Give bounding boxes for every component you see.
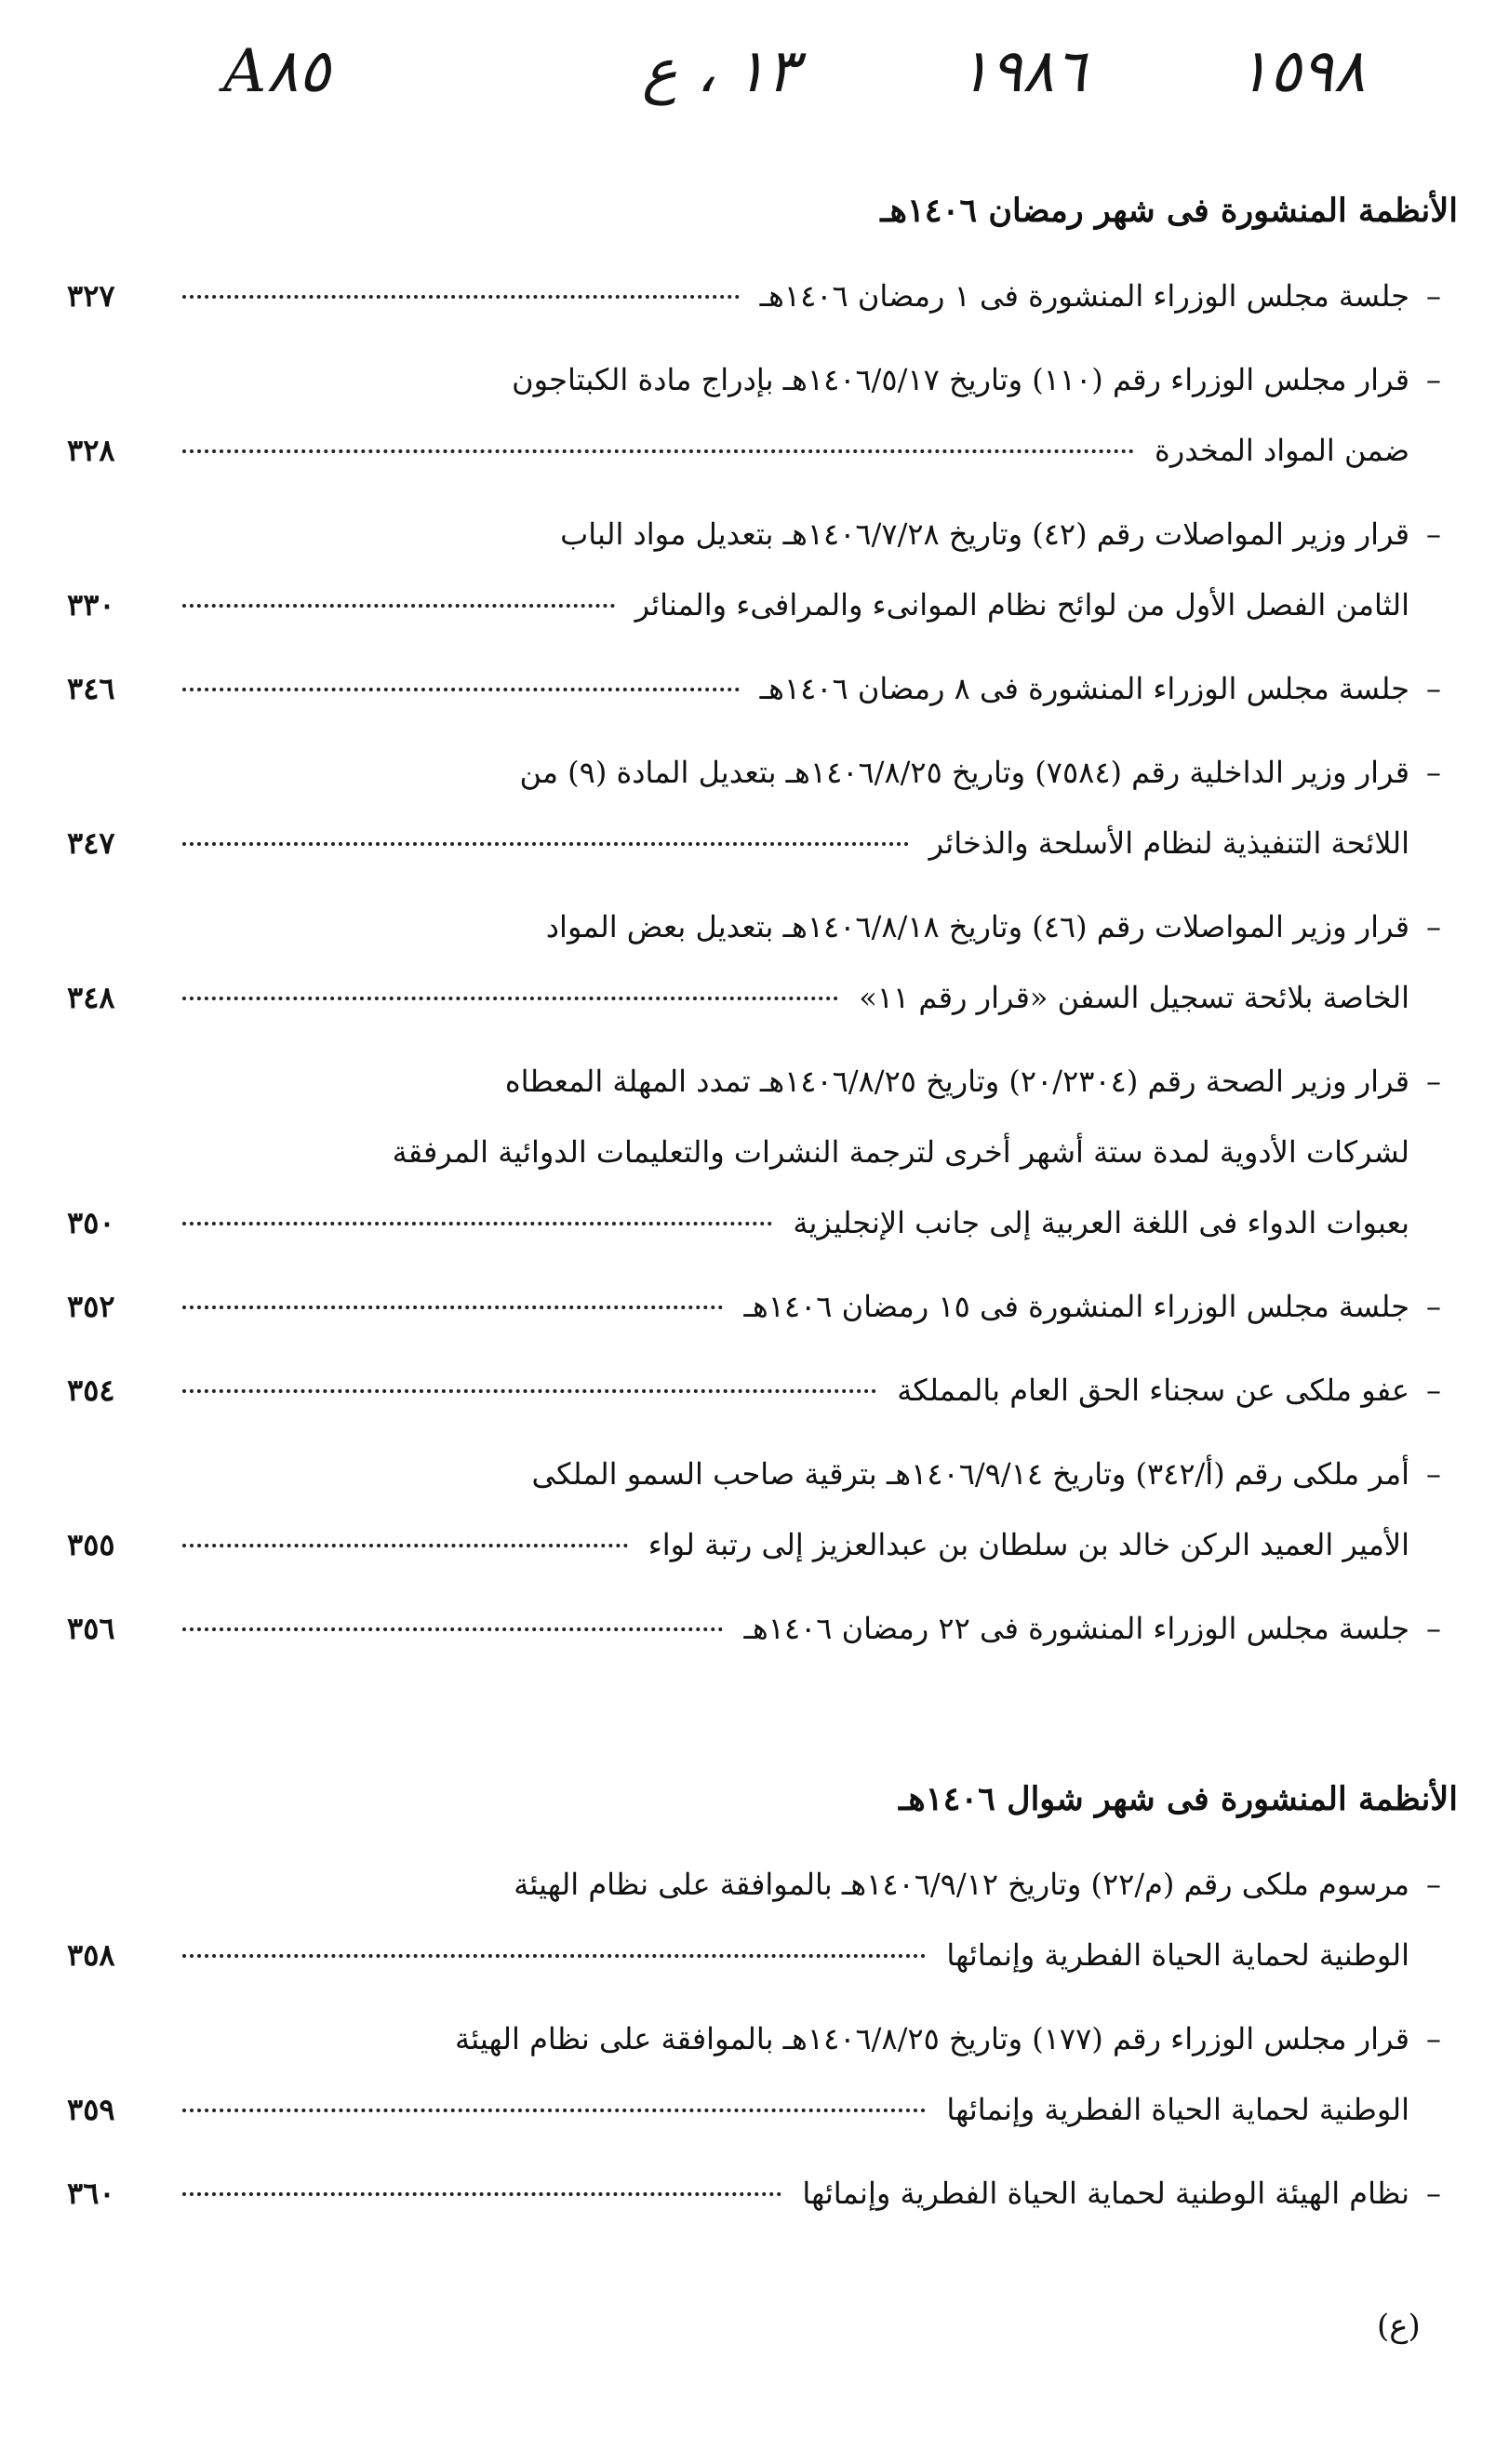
entry-dash: – [1426,1064,1441,1099]
entry-text: الثامن الفصل الأول من لوائح نظام الموانىء والمرافىء والمنائر [634,587,1409,623]
dot-leader [182,604,615,608]
dot-leader [182,2192,781,2196]
toc-entry [67,1046,1458,1258]
page-number: ٣٢٧ [67,278,115,314]
entry-text: قرار وزير المواصلات رقم (٤٢) وتاريخ ١٤٠٦/٧/٢٨هـ بتعديل مواد الباب [560,516,1409,552]
toc-entry [67,1849,1458,1990]
entry-text: اللائحة التنفيذية لنظام الأسلحة والذخائر [928,825,1409,861]
dot-leader [182,1544,628,1547]
page-number: ٣٤٧ [67,825,115,861]
entry-text: مرسوم ملكى رقم (م/٢٢) وتاريخ ١٤٠٦/٩/١٢هـ بالموافقة على نظام الهيئة [514,1867,1409,1902]
entry-text: جلسة مجلس الوزراء المنشورة فى ١٥ رمضان ١٤٠٦هـ [743,1289,1409,1324]
toc-entry [67,499,1458,640]
dot-leader [182,295,740,299]
entry-dash: – [1426,1611,1441,1646]
entry-text: الخاصة بلائحة تسجيل السفن «قرار رقم ١١» [859,980,1409,1015]
page-number: ٣٤٦ [67,671,115,706]
entry-text: جلسة مجلس الوزراء المنشورة فى ١ رمضان ١٤٠٦هـ [759,278,1409,314]
dot-leader [182,2109,926,2112]
page-number: ٣٦٠ [67,2176,115,2211]
section-shawwal [67,1773,1458,2242]
dot-leader [182,1627,723,1631]
entry-text: ضمن المواد المخدرة [1155,433,1409,468]
entry-dash: – [1426,909,1441,944]
dot-leader [182,1222,772,1225]
entry-text: قرار وزير الصحة رقم (٢٠/٢٣٠٤) وتاريخ ١٤٠٦/٨/٢٥هـ تمدد المهلة المعطاه [504,1064,1409,1099]
handwritten-annotation [223,37,1433,121]
handwritten-note: ١٥٩٨ [1237,37,1366,106]
entry-dash: – [1426,2176,1441,2211]
entry-text: الوطنية لحماية الحياة الفطرية وإنمائها [946,2092,1409,2127]
entry-text: جلسة مجلس الوزراء المنشورة فى ٨ رمضان ١٤٠٦هـ [759,671,1409,706]
toc-entry [67,653,1458,724]
page-number: ٣٥٦ [67,1611,115,1646]
page-number: ٣٥٥ [67,1527,115,1562]
page-number: ٣٥٨ [67,1937,115,1973]
entry-dash: – [1426,1456,1441,1492]
toc-entry [67,1439,1458,1580]
toc-entry [67,344,1458,486]
section-title: الأنظمة المنشورة فى شهر رمضان ١٤٠٦هـ [880,192,1458,230]
entry-text: لشركات الأدوية لمدة ستة أشهر أخرى لترجمة النشرات والتعليمات الدوائية المرفقة [392,1134,1409,1170]
entry-text: الوطنية لحماية الحياة الفطرية وإنمائها [946,1937,1409,1973]
page-number: ٣٥٩ [67,2092,115,2127]
entry-text: بعبوات الدواء فى اللغة العربية إلى جانب الإنجليزية [793,1205,1409,1240]
page-number: ٣٥٤ [67,1373,115,1408]
entry-dash: – [1426,516,1441,552]
toc-entry [67,1355,1458,1426]
toc-entry [67,2158,1458,2229]
dot-leader [182,842,909,846]
page-number: ٣٥٠ [67,1205,115,1240]
entry-dash: – [1426,2021,1441,2056]
dot-leader [182,688,740,691]
toc-entry [67,2003,1458,2145]
entry-text: نظام الهيئة الوطنية لحماية الحياة الفطرية وإنمائها [802,2176,1409,2211]
handwritten-note: A٨٥ [223,37,330,106]
page-number: ٣٢٨ [67,433,115,468]
entry-text: عفو ملكى عن سجناء الحق العام بالمملكة [897,1373,1409,1408]
entry-text: قرار مجلس الوزراء رقم (١١٠) وتاريخ ١٤٠٦/٥/١٧هـ بإدراج مادة الكبتاجون [512,362,1409,397]
section-ramadan [67,184,1458,1677]
page-folio: (ع) [1377,2308,1421,2345]
toc-entry [67,1271,1458,1342]
dot-leader [182,449,1134,453]
entry-text: قرار وزير المواصلات رقم (٤٦) وتاريخ ١٤٠٦/٨/١٨هـ بتعديل بعض المواد [545,909,1409,944]
handwritten-note: ١٩٨٦ [958,37,1087,106]
entry-dash: – [1426,278,1441,314]
handwritten-note: ١٣ ، ع [642,37,799,106]
entry-dash: – [1426,755,1441,790]
entry-text: الأمير العميد الركن خالد بن سلطان بن عبدالعزيز إلى رتبة لواء [648,1527,1409,1562]
toc-entry [67,1593,1458,1664]
entry-text: أمر ملكى رقم (أ/٣٤٢) وتاريخ ١٤٠٦/٩/١٤هـ بترقية صاحب السمو الملكى [531,1456,1409,1492]
entry-dash: – [1426,1289,1441,1324]
entry-text: قرار وزير الداخلية رقم (٧٥٨٤) وتاريخ ١٤٠٦/٨/٢٥هـ بتعديل المادة (٩) من [519,755,1409,790]
entry-dash: – [1426,1867,1441,1902]
toc-entry [67,737,1458,878]
dot-leader [182,997,838,1000]
entry-text: جلسة مجلس الوزراء المنشورة فى ٢٢ رمضان ١٤٠٦هـ [743,1611,1409,1646]
entry-text: قرار مجلس الوزراء رقم (١٧٧) وتاريخ ١٤٠٦/٨/٢٥هـ بالموافقة على نظام الهيئة [455,2021,1409,2056]
page-number: ٣٣٠ [67,587,115,623]
toc-entry [67,891,1458,1033]
section-title: الأنظمة المنشورة فى شهر شوال ١٤٠٦هـ [899,1780,1458,1818]
dot-leader [182,1306,723,1309]
page-number: ٣٥٢ [67,1289,115,1324]
page-number: ٣٤٨ [67,980,115,1015]
dot-leader [182,1954,926,1958]
entry-dash: – [1426,362,1441,397]
dot-leader [182,1389,876,1393]
entry-dash: – [1426,1373,1441,1408]
entry-dash: – [1426,671,1441,706]
toc-entry [67,261,1458,331]
